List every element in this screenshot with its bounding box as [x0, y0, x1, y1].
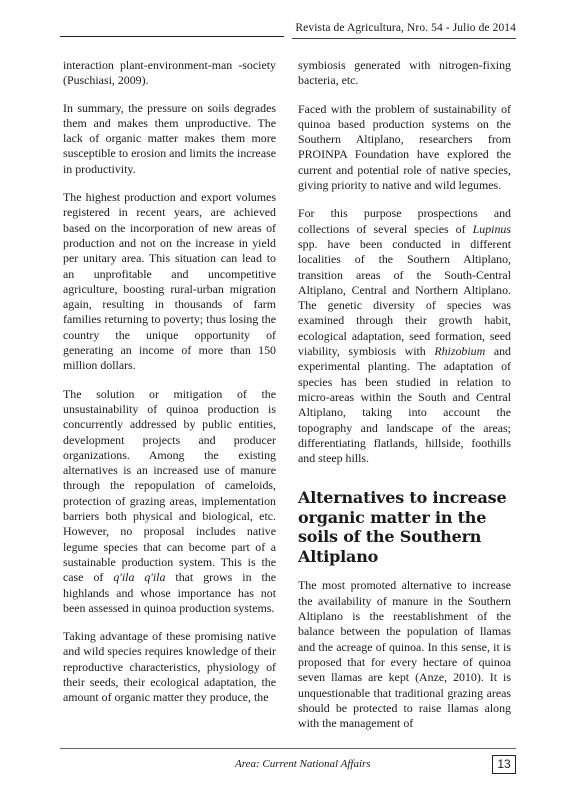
section-heading: Alternatives to increase organic matter in the soils of the Southern Altiplano [298, 488, 507, 566]
page-number: 13 [492, 755, 516, 774]
footer-rule [60, 748, 516, 749]
page-footer [60, 748, 516, 778]
paragraph: The most promoted alternative to increase the availability of manure in the Southern Altiplano is the reestablishment of the balance between the population of llamas and the acreage of quinoa. In this sense, it is proposed that for every hectare of quinoa seven llamas are kept (Anze, 2010). It is unquestionable that traditional grazing areas should be protected to raise llamas along with the management of [298, 578, 511, 731]
paragraph: The highest production and export volumes registered in recent years, are achieved based on the incorporation of new areas of production and not on the increase in yield per unitary area. This situation can lead to an unprofitable and uncompetitive agriculture, boosting rural-urban migration again, resulting in thousands of farm families returning to poverty; thus losing the country the unique opportunity of generating an income of more than 150 million dollars. [63, 190, 276, 373]
header-rule [60, 36, 284, 37]
header-underline [292, 38, 516, 39]
left-column [63, 58, 276, 719]
journal-title: Revista de Agricultura, Nro. 54 - Julio de 2014 [295, 22, 516, 34]
paragraph: interaction plant-environment-man -society (Puschiasi, 2009). [63, 58, 276, 88]
text-run: spp. have been conducted in different localities of the Southern Altiplano, transition areas of the South-Central Altiplano, Central and Northern Altiplano. The genetic diversity of species was examined through their growth habit, ecological adaptation, seed formation, seed viability, symbiosis with [298, 236, 511, 359]
paragraph: In summary, the pressure on soils degrades them and makes them unproductive. The lack of organic matter makes them more susceptible to erosion and limits the increase in productivity. [63, 100, 276, 176]
italic-term: q'ila q'ila [113, 570, 166, 585]
italic-term: Rhizobium [434, 344, 486, 359]
paragraph: Faced with the problem of sustainability of quinoa based production systems on the Southern Altiplano, researchers from PROINPA Foundation have explored the current and potential role of native species, giving priority to native and wild legumes. [298, 101, 511, 193]
footer-section-label: Area: Current National Affairs [235, 758, 371, 770]
paragraph: symbiosis generated with nitrogen-fixing bacteria, etc. [298, 58, 511, 88]
paragraph: Taking advantage of these promising native and wild species requires knowledge of their reproductive characteristics, physiology of their seeds, their ecological adaptation, the amount of organic matter they produce, the [63, 629, 276, 705]
text-run: and experimental planting. The adaptation of species has been studied in relation to micro-areas within the South and Central Altiplano, taking into account the topography and landscape of the areas; differentiating flatlands, hillside, foothills and steep hills. [298, 344, 511, 466]
text-run: that grows in the highlands and whose importance has not been assessed in quinoa production systems. [63, 570, 277, 615]
text-run: The solution or mitigation of the unsustainability of quinoa production is concurrently addressed by public entities, development projects and producer organizations. Among the existing alternatives is an increased use of manure through the repopulation of cameloids, protection of grazing areas, implementation barriers both physical and biological, etc. However, no proposal includes native legume species that can become part of a sustainable production system. This is the case of [63, 386, 276, 585]
text-run: For this purpose prospections and collections of several species of [298, 206, 511, 236]
page-header [60, 18, 516, 42]
paragraph [63, 387, 276, 616]
paragraph [298, 206, 511, 466]
italic-term: Lupinus [472, 221, 511, 236]
right-column [298, 58, 511, 744]
